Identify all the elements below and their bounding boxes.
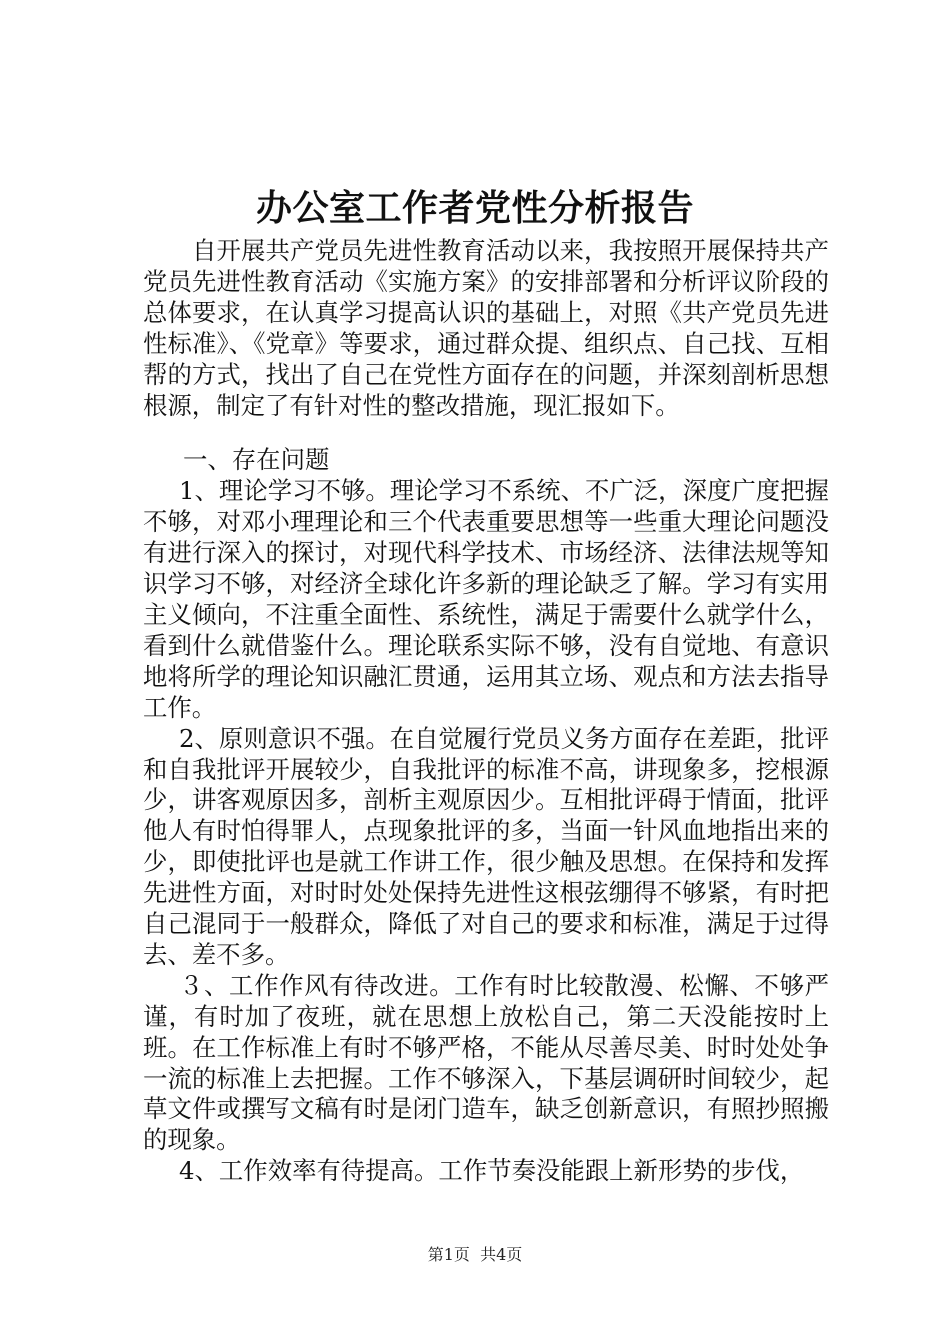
problem-item-3: ３、工作作风有待改进。工作有时比较散漫、松懈、不够严谨，有时加了夜班，就在思想上放松自己，第二天没能按时上班。在工作标准上有时不够严格，不能从尽善尽美、时时处处争一流的标准上去把握。工作不够深入，下基层调研时间较少，起草文件或撰写文稿有时是闭门造车，缺乏创新意识，有照抄照搬的现象。 [143,970,829,1155]
page-total: 共4页 [480,1245,523,1264]
document-title: 办公室工作者党性分析报告 [255,187,694,229]
intro-paragraph: 自开展共产党员先进性教育活动以来，我按照开展保持共产党员先进性教育活动《实施方案》的安排部署和分析评议阶段的总体要求，在认真学习提高认识的基础上，对照《共产党员先进性标准》、《党章》等要求，通过群众提、组织点、自己找、互相帮的方式，找出了自己在党性方面存在的问题，并深刻剖析思想根源，制定了有针对性的整改措施，现汇报如下。 [143,236,829,420]
problem-item-1: 1、理论学习不够。理论学习不系统、不广泛，深度广度把握不够，对邓小理理论和三个代表重要思想等一些重大理论问题没有进行深入的探讨，对现代科学技术、市场经济、法律法规等知识学习不够，对经济全球化许多新的理论缺乏了解。学习有实用主义倾向，不注重全面性、系统性，满足于需要什么就学什么，看到什么就借鉴什么。理论联系实际不够，没有自觉地、有意识地将所学的理论知识融汇贯通，运用其立场、观点和方法去指导工作。 [143,476,829,722]
problem-item-4: 4、工作效率有待提高。工作节奏没能跟上新形势的步伐， [179,1156,805,1186]
problem-item-2: 2、原则意识不强。在自觉履行党员义务方面存在差距，批评和自我批评开展较少，自我批评的标准不高，讲现象多，挖根源少，讲客观原因多，剖析主观原因少。互相批评碍于情面，批评他人有时怕得罪人，点现象批评的多，当面一针风血地指出来的少，即使批评也是就工作讲工作，很少触及思想。在保持和发挥先进性方面，对时时处处保持先进性这根弦绷得不够紧，有时把自己混同于一般群众，降低了对自己的要求和标准，满足于过得去、差不多。 [143,723,829,969]
document-body [143,236,829,1187]
page-footer [0,1245,950,1265]
footer-separator [470,1245,480,1264]
section-heading: 一、存在问题 [183,445,330,475]
page-number: 第1页 [427,1245,470,1264]
